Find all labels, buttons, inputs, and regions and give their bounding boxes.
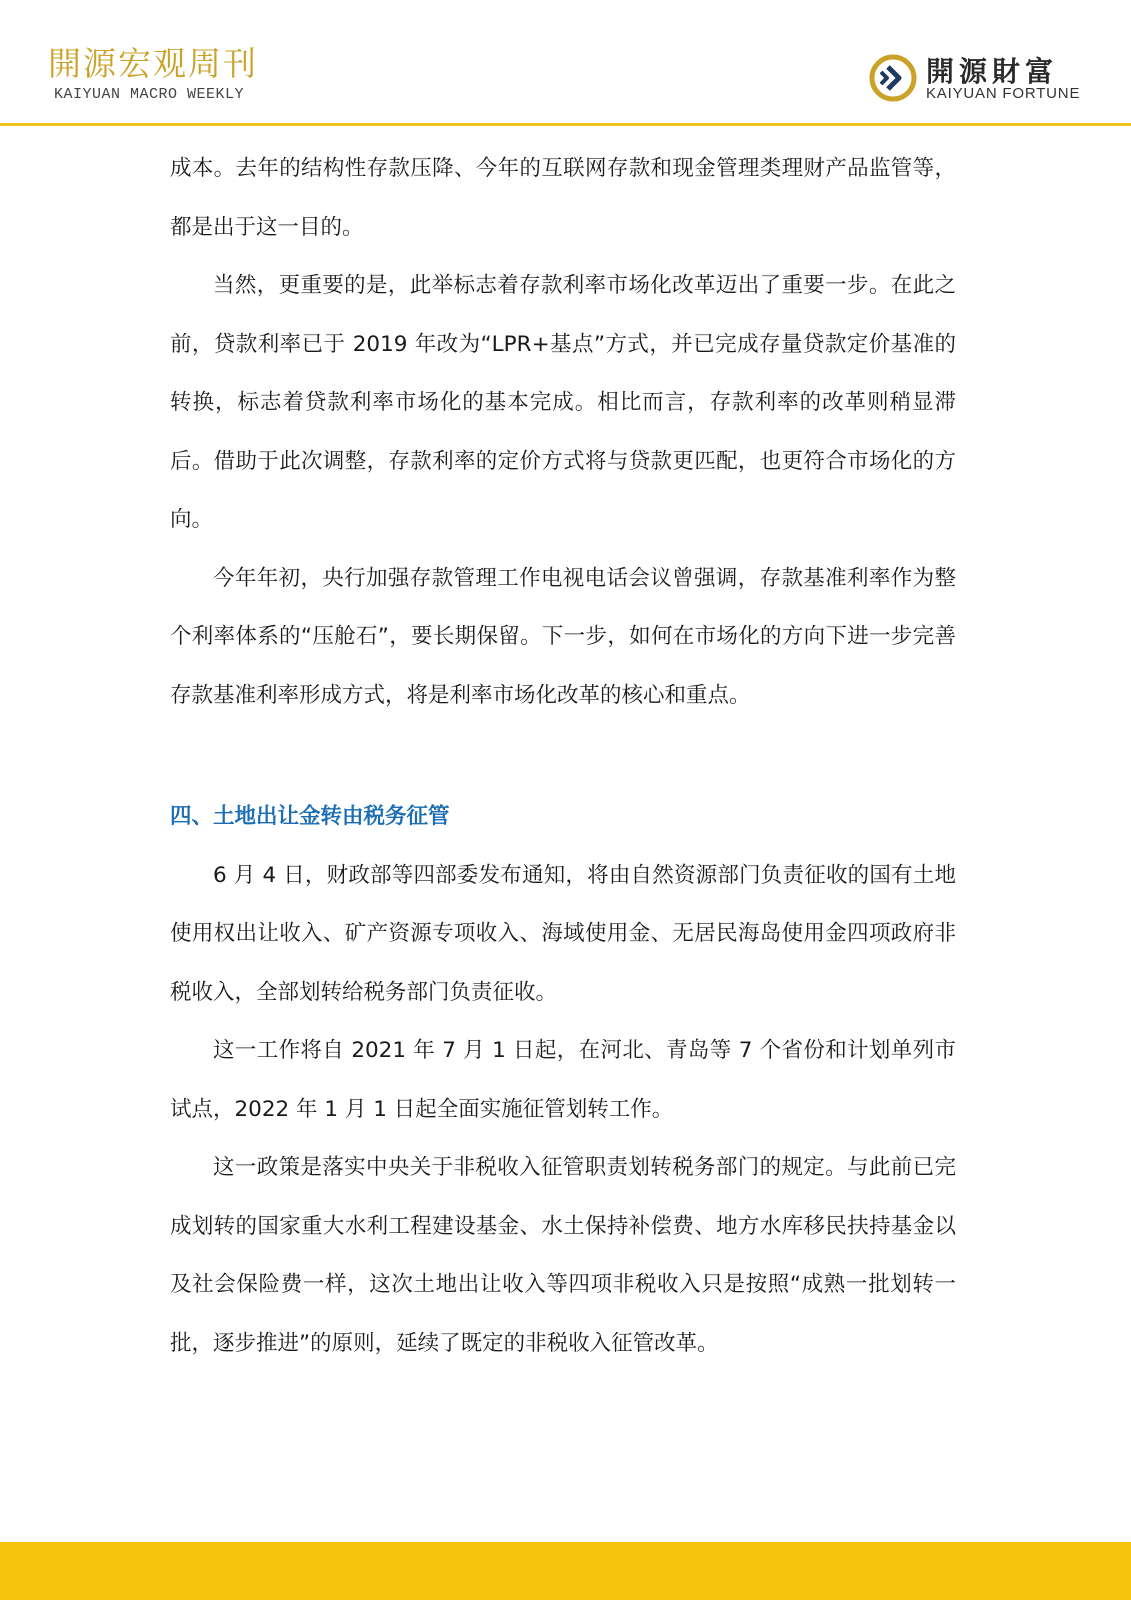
section-heading: 四、土地出让金转由税务征管: [170, 804, 450, 829]
page-header: [0, 0, 1131, 126]
publication-subtitle: KAIYUAN MACRO WEEKLY: [54, 86, 245, 103]
kaiyuan-logo-mark-icon: [868, 53, 918, 103]
paragraph: 6 月 4 日，财政部等四部委发布通知，将由自然资源部门负责征收的国有土地使用权出让收入、矿产资源专项收入、海域使用金、无居民海岛使用金四项政府非税收入，全部划转给税务部门负责征收。: [170, 862, 956, 1005]
logo-name-en: KAIYUAN FORTUNE: [926, 85, 1081, 102]
paragraph: 这一政策是落实中央关于非税收入征管职责划转税务部门的规定。与此前已完成划转的国家重大水利工程建设基金、水土保持补偿费、地方水库移民扶持基金以及社会保险费一样，这次土地出让收入等四项非税收入只是按照“成熟一批划转一批，逐步推进”的原则，延续了既定的非税收入征管改革。: [170, 1155, 956, 1356]
footer-bar: [0, 1542, 1131, 1600]
publication-title: 開源宏观周刊: [48, 44, 258, 83]
paragraph: 当然，更重要的是，此举标志着存款利率市场化改革迈出了重要一步。在此之前，贷款利率已于 2019 年改为“LPR+基点”方式，并已完成存量贷款定价基准的转换，标志着贷款利率市场化的基本完成。相比而言，存款利率的改革则稍显滞后。借助于此次调整，存款利率的定价方式将与贷款更匹配，也更符合市场化的方向。: [170, 273, 956, 532]
paragraph-continued: 成本。去年的结构性存款压降、今年的互联网存款和现金管理类理财产品监管等，都是出于这一目的。: [170, 156, 956, 240]
header-divider: [0, 123, 1131, 126]
logo-name-cn: 開源財富: [926, 55, 1059, 88]
company-logo: [868, 50, 1080, 110]
paragraph: 这一工作将自 2021 年 7 月 1 日起，在河北、青岛等 7 个省份和计划单列市试点，2022 年 1 月 1 日起全面实施征管划转工作。: [170, 1038, 956, 1122]
paragraph: 今年年初，央行加强存款管理工作电视电话会议曾强调，存款基准利率作为整个利率体系的“压舱石”，要长期保留。下一步，如何在市场化的方向下进一步完善存款基准利率形成方式，将是利率市场化改革的核心和重点。: [170, 565, 956, 708]
article-body: [170, 140, 956, 1373]
